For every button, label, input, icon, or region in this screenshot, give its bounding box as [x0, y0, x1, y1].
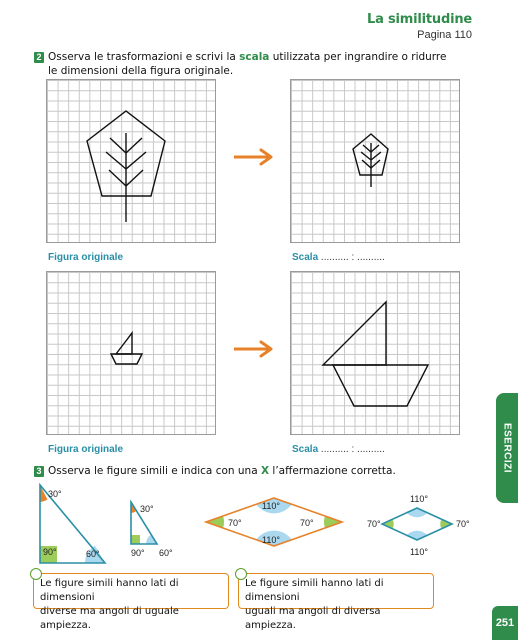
rhombus-small — [367, 494, 470, 557]
angle-label: 90° — [131, 548, 145, 558]
angle-label: 70° — [300, 518, 314, 528]
angle-label: 70° — [456, 519, 470, 529]
option-b-checkbox[interactable] — [235, 568, 247, 580]
page-reference: Pagina 110 — [417, 29, 472, 41]
exercise-2-instruction — [48, 50, 446, 78]
angle-label: 110° — [262, 535, 280, 545]
grid-enlarged-boat — [290, 271, 460, 435]
similar-figures — [30, 482, 480, 574]
leaf-figure-reduced — [291, 80, 461, 244]
exercise-2-number: 2 — [34, 52, 44, 63]
arrow-right-icon — [234, 148, 276, 166]
angle-label: 90° — [43, 547, 57, 557]
angle-label: 70° — [228, 518, 242, 528]
exercise-3-instruction — [48, 464, 396, 478]
angle-label: 70° — [367, 519, 381, 529]
leaf-figure-original — [47, 80, 217, 244]
instruction-text: utilizzata per ingrandire o ridurre — [269, 51, 447, 63]
triangle-large — [40, 485, 105, 563]
angle-label: 30° — [48, 489, 62, 499]
option-a-box[interactable] — [33, 573, 229, 631]
angle-label: 60° — [159, 548, 173, 558]
option-a-line2: diverse ma angoli di uguale ampiezza. — [40, 606, 179, 631]
angle-label: 110° — [410, 494, 428, 504]
triangle-small — [131, 502, 173, 558]
scale-answer-2[interactable] — [292, 444, 385, 455]
angle-label: 110° — [262, 501, 280, 511]
option-b-line1: Le figure simili hanno lati di dimensioni — [245, 578, 384, 603]
grid-original-boat — [46, 271, 216, 435]
scale-label: Scala — [292, 252, 319, 263]
section-tab — [496, 393, 518, 503]
chapter-title: La similitudine — [367, 12, 472, 27]
instruction-text: Osserva le trasformazioni e scrivi la — [48, 51, 240, 63]
instruction-text: l’affermazione corretta. — [269, 465, 396, 477]
instruction-highlight: X — [260, 465, 270, 477]
option-b-box[interactable] — [238, 573, 434, 631]
angle-label: 30° — [140, 504, 154, 514]
grid-original-leaf — [46, 79, 216, 243]
scale-label: Scala — [292, 444, 319, 455]
exercise-3-number: 3 — [34, 466, 44, 477]
boat-figure-enlarged — [291, 272, 461, 436]
section-tab-label: ESERCIZI — [501, 422, 513, 474]
scale-answer-1[interactable] — [292, 252, 385, 263]
scale-blank[interactable]: .......... : .......... — [320, 252, 385, 263]
instruction-text-line2: le dimensioni della figura originale. — [48, 65, 234, 77]
angle-label: 110° — [410, 547, 428, 557]
angle-label: 60° — [86, 549, 100, 559]
label-original-figure: Figura originale — [48, 252, 124, 263]
instruction-text: Osserva le figure simili e indica con una — [48, 465, 261, 477]
scale-blank[interactable]: .......... : .......... — [320, 444, 385, 455]
grid-reduced-leaf — [290, 79, 460, 243]
option-a-checkbox[interactable] — [30, 568, 42, 580]
page-number: 251 — [492, 606, 518, 640]
option-a-line1: Le figure simili hanno lati di dimensioni — [40, 578, 179, 603]
instruction-highlight: scala — [239, 51, 270, 63]
rhombus-large — [206, 498, 342, 546]
option-b-line2: uguali ma angoli di diversa ampiezza. — [245, 606, 381, 631]
arrow-right-icon — [234, 340, 276, 358]
label-original-figure: Figura originale — [48, 444, 124, 455]
boat-figure-original — [47, 272, 217, 436]
